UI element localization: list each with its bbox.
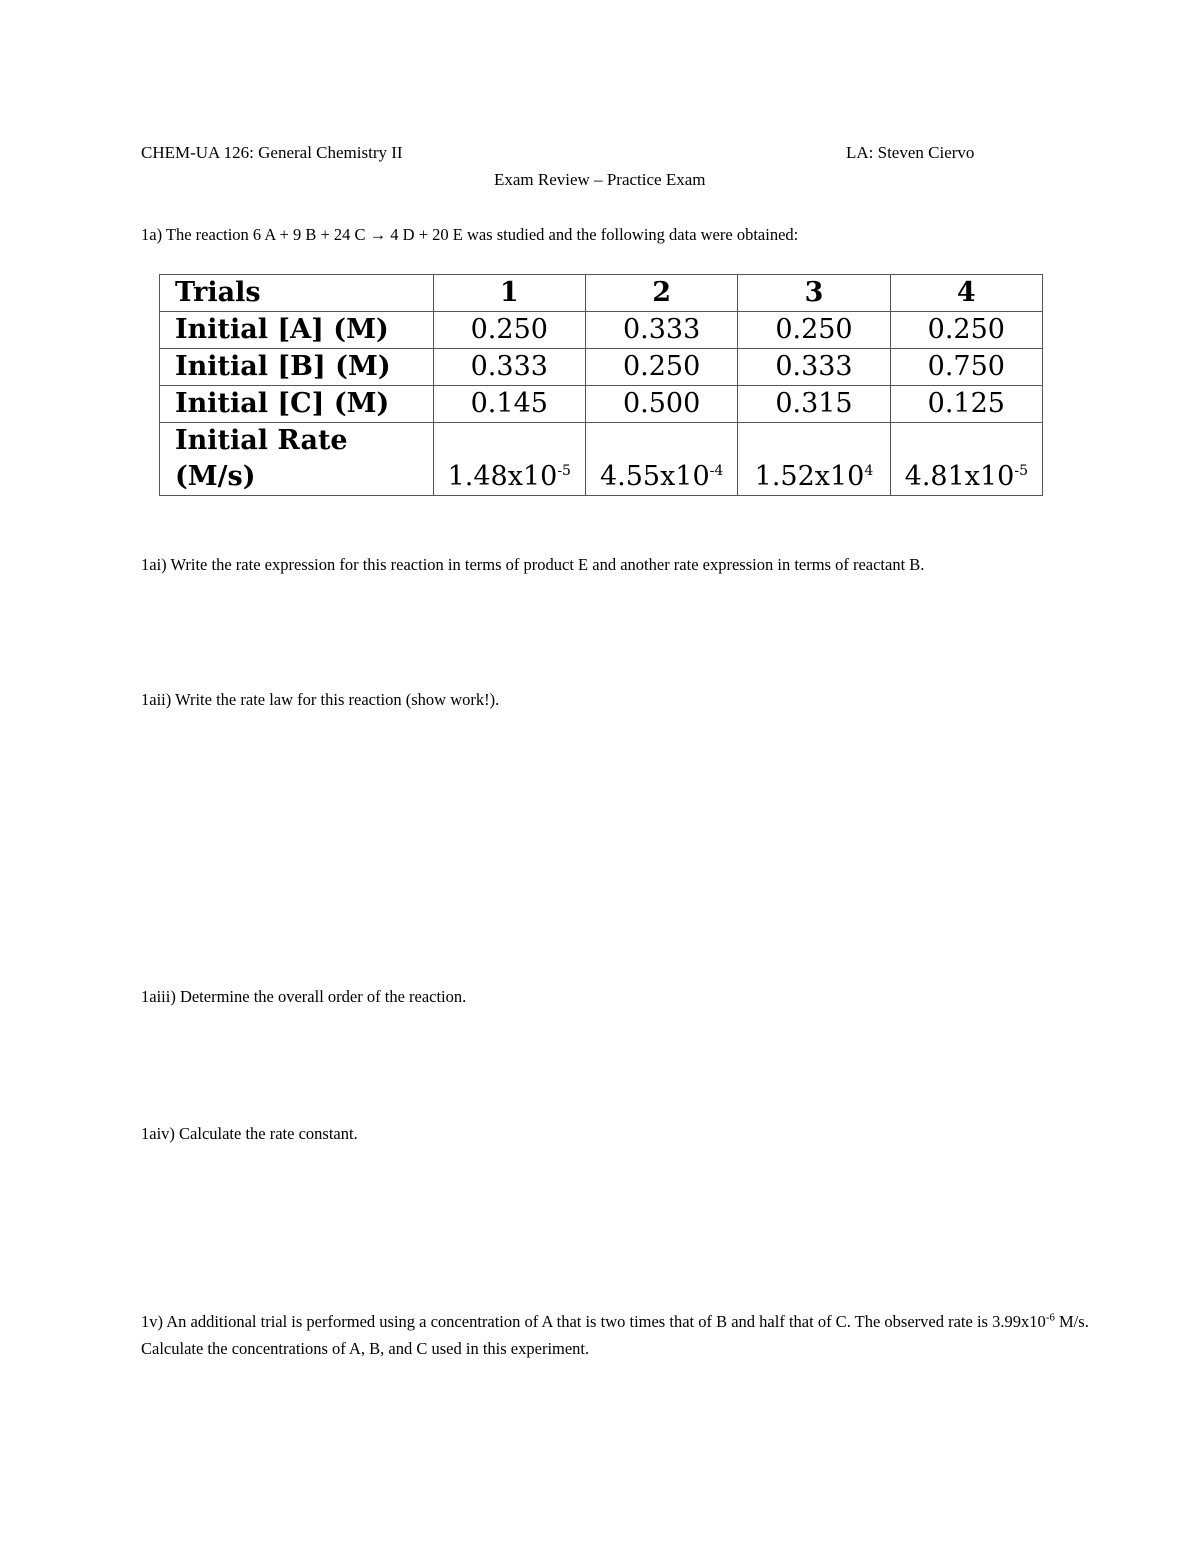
table-row-rate xyxy=(160,423,1043,496)
row-label-rate xyxy=(160,423,434,496)
table-row-conc-c xyxy=(160,386,1043,423)
conc-a-value: 0.250 xyxy=(433,312,585,349)
conc-c-value: 0.125 xyxy=(890,386,1042,423)
kinetics-data-table xyxy=(159,274,1043,496)
question-1v-exponent: -6 xyxy=(1045,1311,1055,1324)
conc-a-value: 0.250 xyxy=(890,312,1042,349)
rate-value xyxy=(890,423,1042,496)
rate-mantissa: 4.55x10 xyxy=(599,461,710,492)
question-1aiii: 1aiii) Determine the overall order of the reaction. xyxy=(141,987,467,1006)
row-label-trials: Trials xyxy=(160,275,434,312)
conc-a-value: 0.333 xyxy=(585,312,737,349)
question-1v-text: 1v) An additional trial is performed using a concentration of A that is two times that of B and half that of C. The observed rate is 3.99x10 xyxy=(141,1312,1046,1331)
rate-value xyxy=(433,423,585,496)
rate-label-line1: Initial Rate xyxy=(175,425,348,456)
rate-exponent: -5 xyxy=(557,463,571,479)
conc-b-value: 0.333 xyxy=(738,349,890,386)
course-title: CHEM-UA 126: General Chemistry II xyxy=(141,143,403,162)
row-label-conc-a: Initial [A] (M) xyxy=(160,312,434,349)
rate-mantissa: 1.48x10 xyxy=(447,461,558,492)
trial-number: 1 xyxy=(433,275,585,312)
question-1v-text-cont: M/s. Calculate the concentrations of A, B, and C used in this experiment. xyxy=(141,1312,1089,1358)
question-1a: 1a) The reaction 6 A + 9 B + 24 C → 4 D + 20 E was studied and the following data were obtained: xyxy=(141,225,799,244)
conc-b-value: 0.333 xyxy=(433,349,585,386)
table-row-conc-a xyxy=(160,312,1043,349)
rate-exponent: 4 xyxy=(864,463,874,479)
conc-b-value: 0.250 xyxy=(585,349,737,386)
trial-number: 2 xyxy=(585,275,737,312)
row-label-conc-b: Initial [B] (M) xyxy=(160,349,434,386)
rate-mantissa: 1.52x10 xyxy=(754,461,865,492)
conc-b-value: 0.750 xyxy=(890,349,1042,386)
question-1aiv: 1aiv) Calculate the rate constant. xyxy=(141,1124,358,1143)
table-row-trials xyxy=(160,275,1043,312)
rate-exponent: -5 xyxy=(1014,463,1028,479)
conc-a-value: 0.250 xyxy=(738,312,890,349)
la-name: LA: Steven Ciervo xyxy=(846,143,975,162)
rate-value xyxy=(585,423,737,496)
question-1aii: 1aii) Write the rate law for this reaction (show work!). xyxy=(141,690,500,709)
rate-value xyxy=(738,423,890,496)
trial-number: 3 xyxy=(738,275,890,312)
table-row-conc-b xyxy=(160,349,1043,386)
rate-label-line2: (M/s) xyxy=(175,461,256,492)
question-1ai: 1ai) Write the rate expression for this reaction in terms of product E and another rate expression in terms of reactant B. xyxy=(141,555,925,574)
conc-c-value: 0.315 xyxy=(738,386,890,423)
conc-c-value: 0.500 xyxy=(585,386,737,423)
trial-number: 4 xyxy=(890,275,1042,312)
rate-mantissa: 4.81x10 xyxy=(904,461,1015,492)
conc-c-value: 0.145 xyxy=(433,386,585,423)
question-1v xyxy=(141,1308,1106,1362)
exam-subtitle: Exam Review – Practice Exam xyxy=(494,170,706,189)
rate-exponent: -4 xyxy=(709,463,724,479)
row-label-conc-c: Initial [C] (M) xyxy=(160,386,434,423)
